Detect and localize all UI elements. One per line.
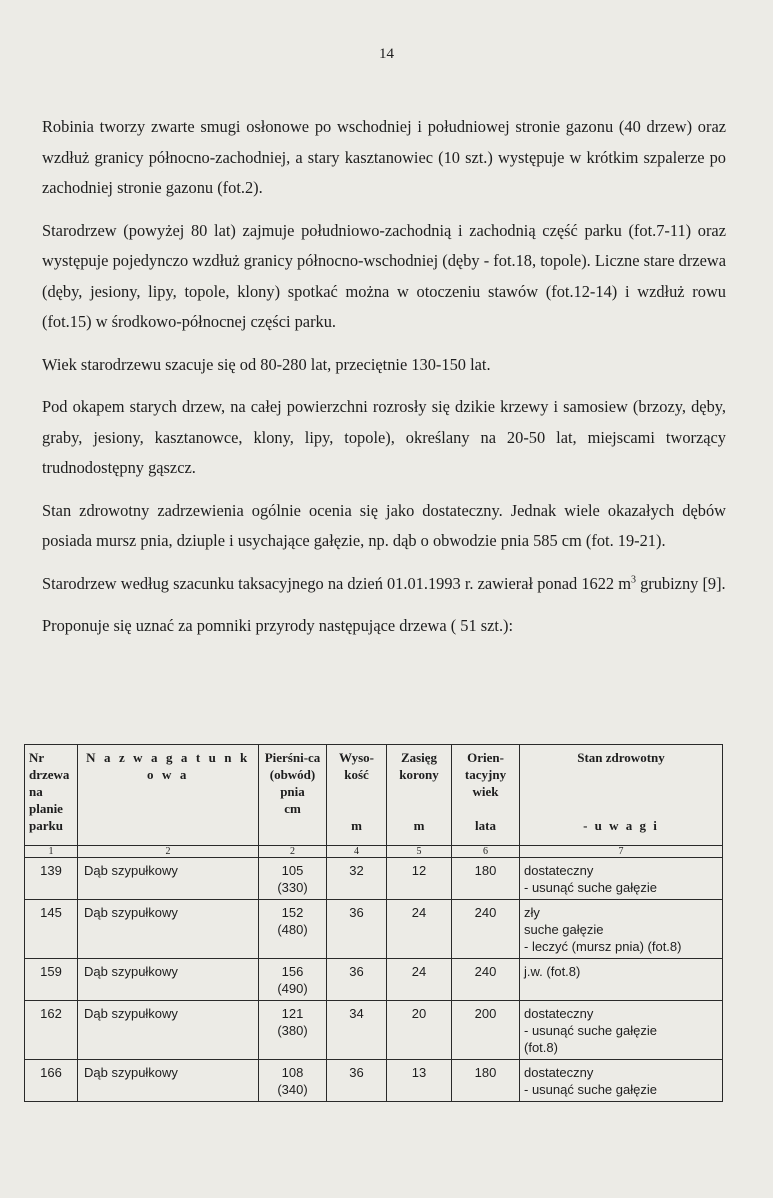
trees-table [24, 744, 723, 1102]
status-line: dostateczny [524, 1065, 594, 1080]
header-crown [387, 745, 452, 846]
volume-text: Starodrzew według szacunku taksacyjnego na dzień 01.01.1993 r. zawierał ponad 1622 m [42, 573, 631, 593]
status-line: - leczyć (mursz pnia) (fot.8) [524, 939, 682, 954]
paragraph-intro: Proponuje się uznać za pomniki przyrody następujące drzewa ( 51 szt.): [42, 616, 514, 635]
paragraph: Robinia tworzy zwarte smugi osłonowe po wschodniej i południowej stronie gazonu (40 drzew) oraz wzdłuż granicy północno-zachodniej, a stary kasztanowiec (10 szt.) występuje w krótkim szpalerze po zachodniej stronie gazonu (fot.2). [42, 117, 726, 197]
cell-girth [259, 858, 327, 900]
table-row [25, 900, 723, 959]
paragraph-volume [42, 569, 726, 600]
girth-circumference: (490) [277, 981, 308, 996]
header-height [327, 745, 387, 846]
cell-crown: 12 [387, 858, 452, 900]
header-age [452, 745, 520, 846]
column-number: 4 [327, 846, 387, 858]
header-nr: Nr drzewa na planie parku [25, 745, 78, 846]
cell-name: Dąb szypułkowy [78, 900, 259, 959]
girth-circumference: (340) [277, 1082, 308, 1097]
cell-crown: 20 [387, 1001, 452, 1060]
cell-name: Dąb szypułkowy [78, 959, 259, 1001]
cell-status [520, 1060, 723, 1102]
column-number: 6 [452, 846, 520, 858]
column-number: 2 [78, 846, 259, 858]
column-number: 7 [520, 846, 723, 858]
header-age-label: Orien-tacyjny wiek [464, 750, 507, 799]
status-line: dostateczny [524, 863, 594, 878]
cell-girth [259, 959, 327, 1001]
status-line: (fot.8) [524, 1040, 558, 1055]
header-status [520, 745, 723, 846]
cell-crown: 24 [387, 959, 452, 1001]
girth-circumference: (480) [277, 922, 308, 937]
cell-height: 34 [327, 1001, 387, 1060]
girth-value: 108 [281, 1065, 304, 1080]
cell-height: 36 [327, 959, 387, 1001]
cell-nr: 162 [25, 1001, 78, 1060]
cell-age: 240 [452, 900, 520, 959]
paragraph: Starodrzew (powyżej 80 lat) zajmuje południowo-zachodnią i zachodnią część parku (fot.7-11) oraz występuje pojedynczo wzdłuż granicy północno-wschodniej (dęby - fot.18, topole). Liczne stare drzewa (dęby, jesiony, lipy, topole, klony) spotkać można w otoczeniu stawów (fot.12-14) i wzdłuż rowu (fot.15) w środkowo-północnej części parku. [42, 220, 726, 331]
header-crown-unit: m [413, 818, 425, 833]
page-number: 14 [379, 46, 394, 62]
column-number-row [25, 846, 723, 858]
cell-status [520, 959, 723, 1001]
cell-status [520, 900, 723, 959]
header-status-label: Stan zdrowotny [577, 750, 665, 765]
cell-age: 200 [452, 1001, 520, 1060]
cell-girth [259, 1001, 327, 1060]
table-header-row [25, 745, 723, 846]
cell-age: 180 [452, 858, 520, 900]
cell-nr: 166 [25, 1060, 78, 1102]
cell-name: Dąb szypułkowy [78, 858, 259, 900]
cell-status [520, 858, 723, 900]
cell-status [520, 1001, 723, 1060]
header-status-sub: - u w a g i [583, 818, 659, 833]
paragraph: Pod okapem starych drzew, na całej powierzchni rozrosły się dzikie krzewy i samosiew (brzozy, dęby, graby, jesiony, kasztanowce, klony, lipy, topole), określany na 20-50 lat, miejscami tworzący trudnodostępny gąszcz. [42, 397, 726, 477]
status-line: zły [524, 905, 540, 920]
girth-circumference: (330) [277, 880, 308, 895]
cell-age: 180 [452, 1060, 520, 1102]
volume-text-end: grubizny [9]. [635, 573, 726, 593]
paragraph: Stan zdrowotny zadrzewienia ogólnie ocenia się jako dostateczny. Jednak wiele okazałych dębów posiada mursz pnia, dziuple i usychające gałęzie, np. dąb o obwodzie pnia 585 cm (fot. 19-21). [42, 500, 726, 550]
table-row [25, 1001, 723, 1060]
cell-name: Dąb szypułkowy [78, 1001, 259, 1060]
girth-value: 121 [281, 1006, 304, 1021]
header-crown-label: Zasięg korony [399, 750, 439, 782]
girth-value: 156 [281, 964, 304, 979]
status-line: dostateczny [524, 1006, 594, 1021]
status-line: - usunąć suche gałęzie [524, 1023, 657, 1038]
table-row [25, 959, 723, 1001]
cell-height: 32 [327, 858, 387, 900]
status-line: - usunąć suche gałęzie [524, 880, 657, 895]
cubic-superscript: 3 [630, 574, 636, 586]
header-girth-unit: cm [284, 801, 301, 816]
column-number: 2 [259, 846, 327, 858]
cell-nr: 139 [25, 858, 78, 900]
header-height-label: Wyso-kość [339, 750, 374, 782]
status-line: - usunąć suche gałęzie [524, 1082, 657, 1097]
cell-height: 36 [327, 1060, 387, 1102]
cell-nr: 145 [25, 900, 78, 959]
girth-value: 105 [281, 863, 304, 878]
cell-age: 240 [452, 959, 520, 1001]
cell-girth [259, 1060, 327, 1102]
cell-nr: 159 [25, 959, 78, 1001]
table-row [25, 1060, 723, 1102]
status-line: suche gałęzie [524, 922, 604, 937]
cell-girth [259, 900, 327, 959]
header-girth [259, 745, 327, 846]
body-text [42, 112, 726, 642]
column-number: 1 [25, 846, 78, 858]
table-row [25, 858, 723, 900]
header-height-unit: m [351, 818, 362, 833]
column-number: 5 [387, 846, 452, 858]
girth-circumference: (380) [277, 1023, 308, 1038]
header-girth-label: Pierśni-ca (obwód) pnia [264, 750, 321, 799]
cell-height: 36 [327, 900, 387, 959]
paragraph: Wiek starodrzewu szacuje się od 80-280 lat, przeciętnie 130-150 lat. [42, 354, 491, 374]
girth-value: 152 [281, 905, 304, 920]
cell-name: Dąb szypułkowy [78, 1060, 259, 1102]
cell-crown: 13 [387, 1060, 452, 1102]
header-age-unit: lata [475, 818, 496, 833]
status-line: j.w. (fot.8) [524, 964, 581, 979]
header-name: N a z w a g a t u n k o w a [78, 745, 259, 846]
cell-crown: 24 [387, 900, 452, 959]
